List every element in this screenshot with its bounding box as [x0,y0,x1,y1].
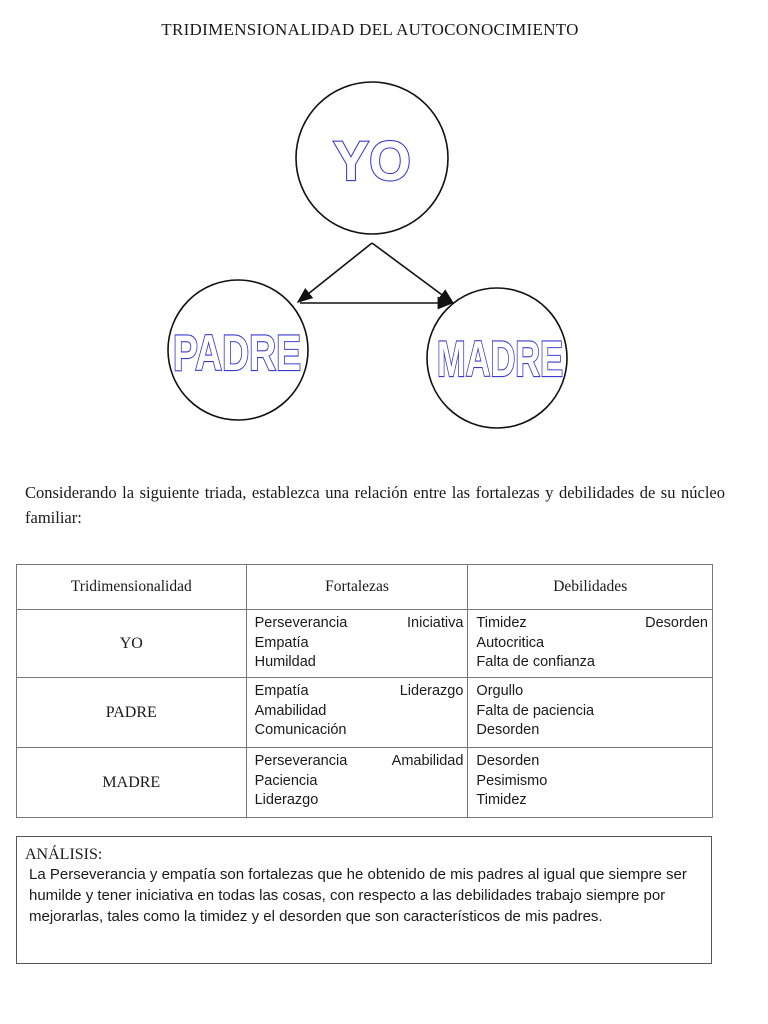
list-item: Humildad [254,654,316,670]
triad-diagram [0,0,768,470]
table-row-yo [17,610,713,678]
node-yo-label: YO [333,129,411,192]
fortalezas-cell [246,678,468,748]
row-label: PADRE [17,678,247,748]
header-debilidades: Debilidades [468,565,713,610]
debilidades-cell [468,610,713,678]
fortalezas-cell [246,610,468,678]
list-item: Falta de paciencia [476,702,595,719]
list-item: Liderazgo [254,792,319,808]
list-item: Timidez [476,615,527,631]
list-item: Iniciativa [407,615,464,631]
page-title: TRIDIMENSIONALIDAD DEL AUTOCONOCIMIENTO [161,20,579,39]
header-tridimensionalidad: Tridimensionalidad [17,565,247,610]
table-row-madre [17,748,713,818]
list-item: Comunicación [254,722,347,738]
node-madre-label: MADRE [437,331,563,387]
debilidades-cell [468,678,713,748]
list-item: Amabilidad [254,702,327,719]
debilidades-cell [468,748,713,818]
list-item: Empatía [254,634,309,651]
list-item: Perseverancia [254,615,348,631]
list-item: Pesimismo [476,772,548,789]
list-item: Orgullo [476,683,524,699]
list-item: Autocritica [476,634,545,651]
instructions-text: Considerando la siguiente triada, establezca una relación entre las fortalezas y debilidades de su núcleo familiar: [25,483,725,527]
analysis-title: ANÁLISIS: [25,846,103,863]
arrow-yo-to-madre [372,243,453,303]
arrow-yo-to-padre [298,243,372,302]
list-item: Desorden [476,722,540,738]
list-item: Empatía [254,683,309,699]
list-item: Amabilidad [391,753,464,769]
row-label: YO [17,610,247,678]
header-fortalezas: Fortalezas [246,565,468,610]
list-item: Desorden [476,753,540,769]
row-label: MADRE [17,748,247,818]
analysis-box [16,836,712,964]
diagram-connectors [298,243,453,303]
list-item: Timidez [476,792,527,808]
table-header-row [17,565,713,610]
list-item: Liderazgo [399,683,464,699]
table-row-padre [17,678,713,748]
triad-table [16,564,713,818]
list-item: Paciencia [254,772,318,789]
list-item: Perseverancia [254,753,348,769]
analysis-text: La Perseverancia y empatía son fortalezas que he obtenido de mis padres al igual que siempre ser humilde y tener iniciativa en todas las cosas, con respecto a las debilidades trabajo siempre por mejorarlas, tales como la timidez y el desorden que son característicos de mis padres. [29,866,687,925]
fortalezas-cell [246,748,468,818]
node-padre-label: PADRE [173,325,301,381]
list-item: Desorden [645,615,708,631]
list-item: Falta de confianza [476,654,595,670]
